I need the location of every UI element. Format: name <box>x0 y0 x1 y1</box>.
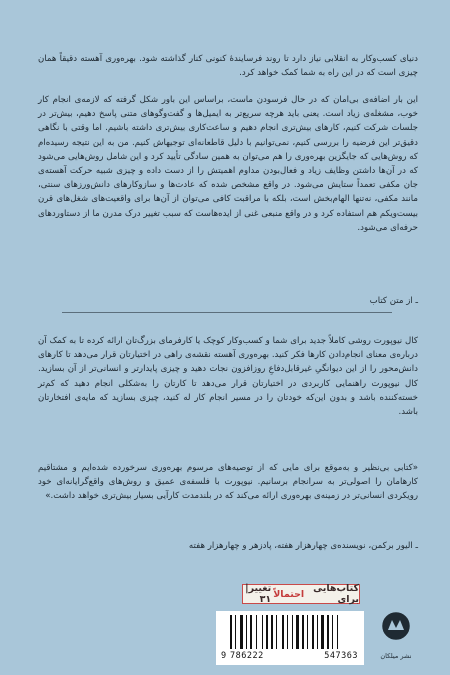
barcode-stripe <box>237 615 239 649</box>
barcode-stripe <box>307 615 308 649</box>
barcode-number <box>221 651 358 661</box>
series-suffix: تغییر|۳۱ <box>245 583 272 605</box>
barcode-stripe <box>271 615 273 649</box>
barcode-stripe <box>240 615 243 649</box>
endorsement-attribution: ـ الیور برکمن، نویسنده‌ی چهارهزار هفته، پادزهر و چهارهزار هفته <box>188 541 418 551</box>
barcode-stripe <box>325 615 326 649</box>
barcode-stripe <box>258 615 261 649</box>
barcode-group-1: 786222 <box>230 651 264 661</box>
barcode-stripe <box>337 615 338 649</box>
barcode-group-2: 547363 <box>324 651 358 661</box>
barcode-stripe <box>285 615 286 649</box>
publisher-mark-icon <box>380 612 412 650</box>
series-highlight: احتمالاً <box>273 588 305 600</box>
publisher-name: نشر میلکان <box>380 652 412 660</box>
book-description: کال نیوپورت روشی کاملاً جدید برای شما و کسب‌وکار کوچک یا کارفرمای بزرگ‌تان ارائه کرده تا به کمک آن درباره‌ی معنای انجام‌دادن کارها فکر کنید. بهره‌وری آهسته نقشه‌ی راهی در اختیارتان قرار می‌دهد تا کارهای دانش‌محور را از این دیوانگیِ غیرقابل‌دفاعِ روزافزون نجات دهید و چیزی پایدارتر و انسانی‌تر از آن بسازید. کال نیوپورت راهنمایی کاربردی در اختیارتان قرار می‌دهد تا کارتان را به‌شکلی انجام دهید که کم‌تر خسته‌کننده باشد و بدون این‌که خودتان را در مسیر انجام کار له کنید، چیزی بسازید که مایه‌ی افتخارتان باشد. <box>38 336 418 418</box>
barcode-stripe <box>312 615 314 649</box>
barcode-stripe <box>248 615 249 649</box>
barcode-stripe <box>294 615 295 649</box>
barcode-stripe <box>321 615 324 649</box>
barcode-stripe <box>269 615 270 649</box>
barcode-stripe <box>317 615 318 649</box>
publisher-logo <box>376 612 416 666</box>
barcode-stripe <box>246 615 247 649</box>
book-excerpt: این بار اضافه‌ی بی‌امان که در حال فرسودن ماست، براساس این باور شکل گرفته که لازمه‌ی انجام کار خوب، مشغله‌ی زیاد است. یعنی باید هرچه سریع‌تر به ایمیل‌ها و گفت‌وگوهای متنی پاسخ دهیم، بیش‌تر در جلسات شرکت کنیم، کارهای بیش‌تری انجام دهیم و ساعت‌کاری بیش‌تری داشته باشیم. اما وقتی با نگاهی دقیق‌تر این فرضیه را بررسی کنیم، نمی‌توانیم با دلیل قاطعانه‌ای توجیهاش کنیم. من به این نتیجه رسیده‌ام که روش‌هایی که جایگزین بهره‌وری را هم می‌توان به همین سادگی تأیید کرد و این شامل روش‌هایی می‌شود که در آن‌ها داشتن وظایف زیاد و فعال‌بودن مداوم اهمیتش را از دست داده و چیزی شبیه حرکت آهسته‌ی جان مکفی تعمداً ستایش می‌شود. در واقع مشخص شده که عادت‌ها و سازوکارهای دانش‌ورزهای سنتی، مانند مکفی، نه‌تنها الهام‌بخش است، بلکه با مراقبت کافی می‌توان از آن‌ها برای واقعیت‌های شغل‌های قرن بیست‌ویکم هم استفاده کرد و در واقع منبعی غنی از ایده‌هاست که سبب تغییر درک مدرن ما از دستاوردهای حرفه‌ای می‌شود. <box>38 95 418 233</box>
series-label <box>242 584 360 604</box>
barcode-stripe <box>300 615 301 649</box>
barcode-stripe <box>230 615 232 649</box>
intro-paragraph: دنیای کسب‌وکار به انقلابی نیاز دارد تا روند فرسایندهٔ کنونی کنار گذاشته شود. بهره‌وری آهسته دقیقاً همان چیزی است که در این راه به شما کمک خواهد کرد. <box>38 54 418 79</box>
barcode-stripe <box>276 615 277 649</box>
barcode-stripe <box>327 615 329 649</box>
barcode-stripe <box>262 615 263 649</box>
barcode-stripe <box>266 615 268 649</box>
barcode-stripe <box>302 615 304 649</box>
barcode-stripe <box>287 615 288 649</box>
barcode-stripe <box>256 615 257 649</box>
barcode-stripe <box>233 615 234 649</box>
excerpt-source: ـ از متن کتاب <box>369 296 418 306</box>
series-prefix: کتاب‌هایی برای <box>313 583 359 605</box>
barcode-stripe <box>289 615 291 649</box>
barcode-stripe <box>264 615 265 649</box>
barcode-stripe <box>330 615 331 649</box>
barcode-stripe <box>305 615 306 649</box>
barcode-stripe <box>339 615 342 649</box>
barcode-stripe <box>296 615 299 649</box>
barcode-stripe <box>309 615 311 649</box>
barcode-lead-digit: 9 <box>221 651 227 661</box>
barcode-stripe <box>253 615 255 649</box>
isbn-barcode <box>216 611 364 665</box>
barcode-stripe <box>282 615 284 649</box>
barcode-stripe <box>332 615 333 649</box>
barcode-stripe <box>235 615 236 649</box>
barcode-stripe <box>319 615 320 649</box>
barcode-stripe <box>274 615 275 649</box>
barcode-stripe <box>292 615 293 649</box>
barcode-stripe <box>334 615 336 649</box>
endorsement-quote: «کتابی بی‌نظیر و به‌موقع برای مایی که از توصیه‌های مرسوم بهره‌وری سرخورده شده‌ایم و مشتاقیم کارهامان را اصولی‌تر به سرانجام برسانیم. نیوپورت با فلسفه‌ی عمیق و روش‌های واقع‌گرایانه‌ای خود رویکردی انسانی‌تر در زمینه‌ی بهره‌وری ارائه می‌کند که در بلندمدت کارآیی بسیار بیش‌تری خواهد داشت.» <box>38 463 418 502</box>
barcode-stripe <box>244 615 245 649</box>
divider <box>62 312 392 313</box>
barcode-stripe <box>315 615 316 649</box>
barcode-stripe <box>278 615 281 649</box>
barcode-bars <box>230 615 358 649</box>
barcode-stripe <box>250 615 252 649</box>
